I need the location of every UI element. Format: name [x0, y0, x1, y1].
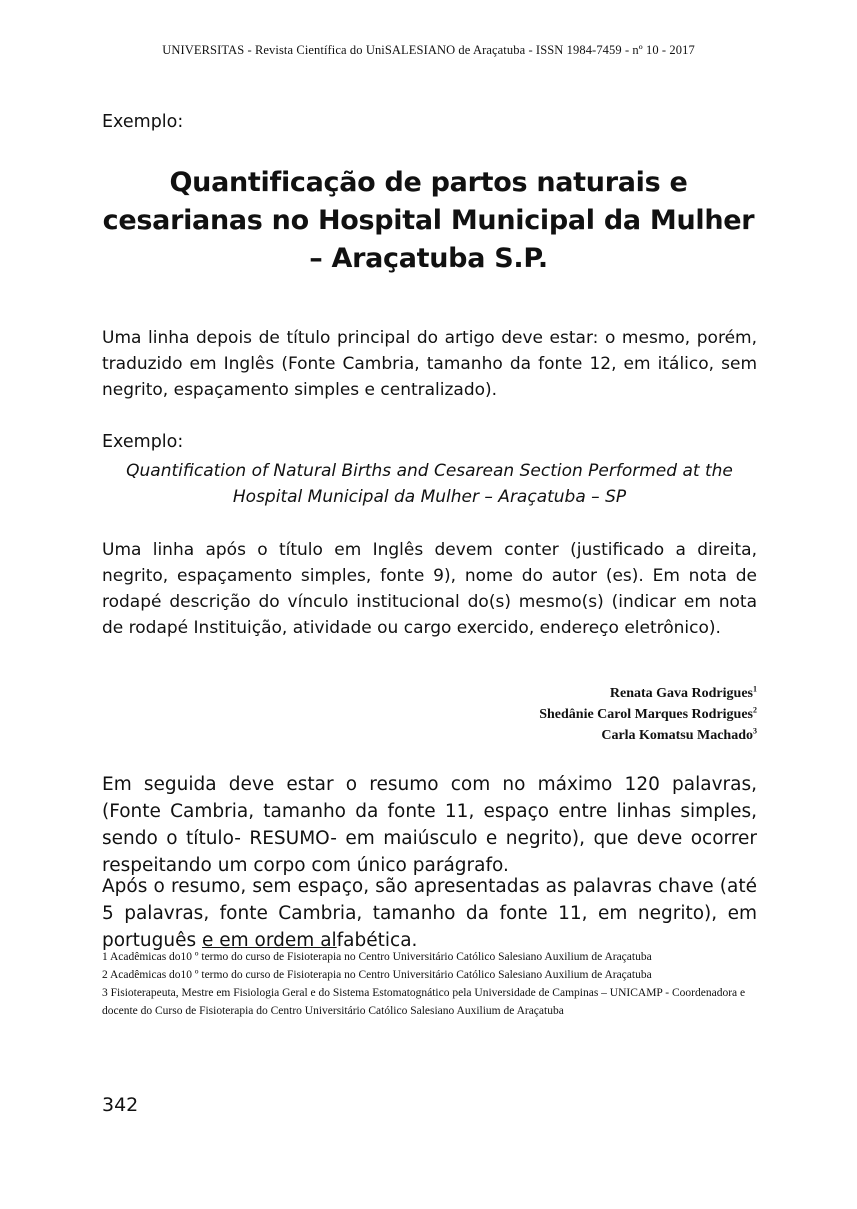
paragraph-translation-instructions: Uma linha depois de título principal do artigo deve estar: o mesmo, porém, traduzido em Inglês (Fonte Cambria, tamanho da fonte 12, em itálico, sem negrito, espaçamento simples e centralizado).	[102, 328, 757, 400]
english-title: Quantification of Natural Births and Cesarean Section Performed at the Hospital Municipal da Mulher – Araçatuba – SP	[126, 461, 733, 507]
keywords-tail: fabética.	[336, 930, 418, 951]
running-header: UNIVERSITAS - Revista Científica do UniSALESIANO de Araçatuba - ISSN 1984-7459 - nº 10 - 2017	[162, 43, 695, 57]
footnote-mark: 2	[753, 705, 757, 715]
main-title: Quantificação de partos naturais e cesarianas no Hospital Municipal da Mulher – Araçatuba S.P.	[102, 167, 755, 274]
footnote-1: 1 Acadêmicas do10 º termo do curso de Fisioterapia no Centro Universitário Católico Salesiano Auxilium de Araçatuba	[102, 951, 652, 963]
author-line	[539, 683, 757, 704]
footnotes	[102, 948, 757, 1020]
keywords-text: Após o resumo, sem espaço, são apresentadas as palavras chave (até 5 palavras, fonte Cambria, tamanho da fonte 11, em negrito), em português	[102, 876, 757, 951]
example-label: Exemplo:	[102, 432, 184, 452]
page-number: 342	[102, 1094, 139, 1116]
paragraph-author-instructions: Uma linha após o título em Inglês devem conter (justificado a direita, negrito, espaçamento simples, fonte 9), nome do autor (es). Em nota de rodapé descrição do vínculo institucional do(s) mesmo(s) (indicar em nota de rodapé Instituição, atividade ou cargo exercido, endereço eletrônico).	[102, 540, 757, 638]
author-line	[539, 725, 757, 746]
author-name: Renata Gava Rodrigues	[609, 686, 753, 701]
example-label: Exemplo:	[102, 112, 184, 132]
author-line	[539, 704, 757, 725]
footnote-2: 2 Acadêmicas do10 º termo do curso de Fisioterapia no Centro Universitário Católico Salesiano Auxilium de Araçatuba	[102, 969, 652, 981]
author-name: Shedânie Carol Marques Rodrigues	[539, 707, 753, 722]
paragraph-abstract-instructions: Em seguida deve estar o resumo com no máximo 120 palavras, (Fonte Cambria, tamanho da fonte 11, espaço entre linhas simples, sendo o título- RESUMO- em maiúsculo e negrito), que deve ocorrer respeitando um corpo com único parágrafo.	[102, 774, 757, 876]
footnote-3: 3 Fisioterapeuta, Mestre em Fisiologia Geral e do Sistema Estomatognático pela Universidade de Campinas – UNICAMP - Coordenadora e docente do Curso de Fisioterapia do Centro Universitário Católico Salesiano Auxilium de Araçatuba	[102, 987, 746, 1017]
author-name: Carla Komatsu Machado	[601, 728, 753, 743]
paragraph-keywords-instructions	[102, 873, 757, 954]
footnote-mark: 3	[753, 726, 757, 736]
footnote-mark: 1	[753, 684, 757, 694]
keywords-underlined: e em ordem al	[202, 930, 337, 951]
author-list	[539, 683, 757, 746]
